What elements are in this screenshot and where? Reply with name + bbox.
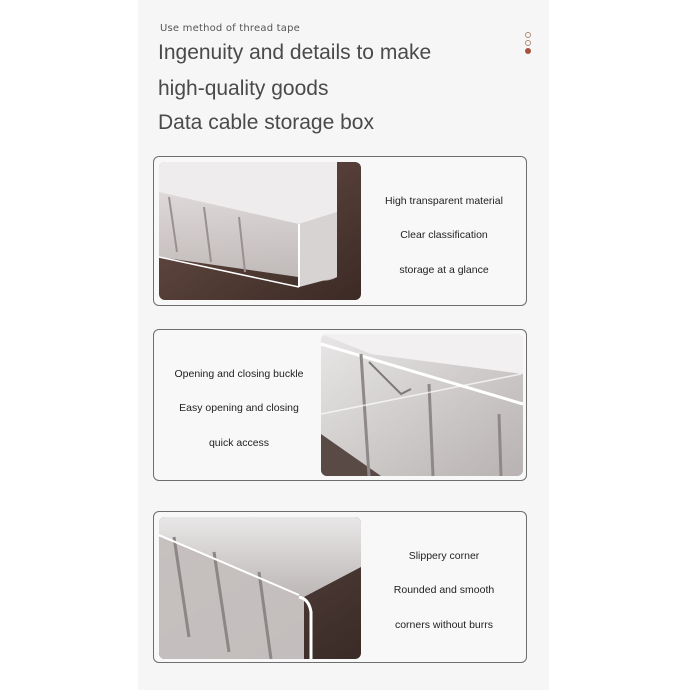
feature-2-line-1: Opening and closing buckle bbox=[174, 368, 304, 380]
headline-line-2: high-quality goods bbox=[158, 77, 329, 100]
feature-2-line-3: quick access bbox=[208, 437, 270, 449]
pager-dot-3-active-icon bbox=[525, 48, 531, 54]
content-panel bbox=[138, 0, 549, 690]
headline-line-1: Ingenuity and details to make bbox=[158, 41, 432, 64]
feature-3-line-2: Rounded and smooth bbox=[393, 584, 495, 596]
rounded-corner-closeup-photo bbox=[159, 517, 361, 659]
feature-1-line-3: storage at a glance bbox=[399, 264, 489, 276]
pager-dot-2-icon bbox=[525, 40, 531, 46]
feature-1-line-2: Clear classification bbox=[400, 229, 488, 241]
feature-1-line-1: High transparent material bbox=[385, 195, 503, 207]
pager-dots bbox=[525, 32, 533, 56]
pager-dot-1-icon bbox=[525, 32, 531, 38]
clear-storage-box-photo bbox=[159, 162, 361, 300]
feature-card-transparent bbox=[153, 156, 527, 306]
headline-line-3: Data cable storage box bbox=[158, 111, 374, 134]
feature-3-line-1: Slippery corner bbox=[408, 550, 480, 562]
feature-card-buckle bbox=[153, 329, 527, 481]
section-subtitle: Use method of thread tape bbox=[160, 23, 300, 34]
feature-card-corner bbox=[153, 511, 527, 663]
box-buckle-closeup-photo bbox=[321, 334, 523, 476]
feature-2-line-2: Easy opening and closing bbox=[179, 402, 299, 414]
feature-3-line-3: corners without burrs bbox=[394, 619, 494, 631]
